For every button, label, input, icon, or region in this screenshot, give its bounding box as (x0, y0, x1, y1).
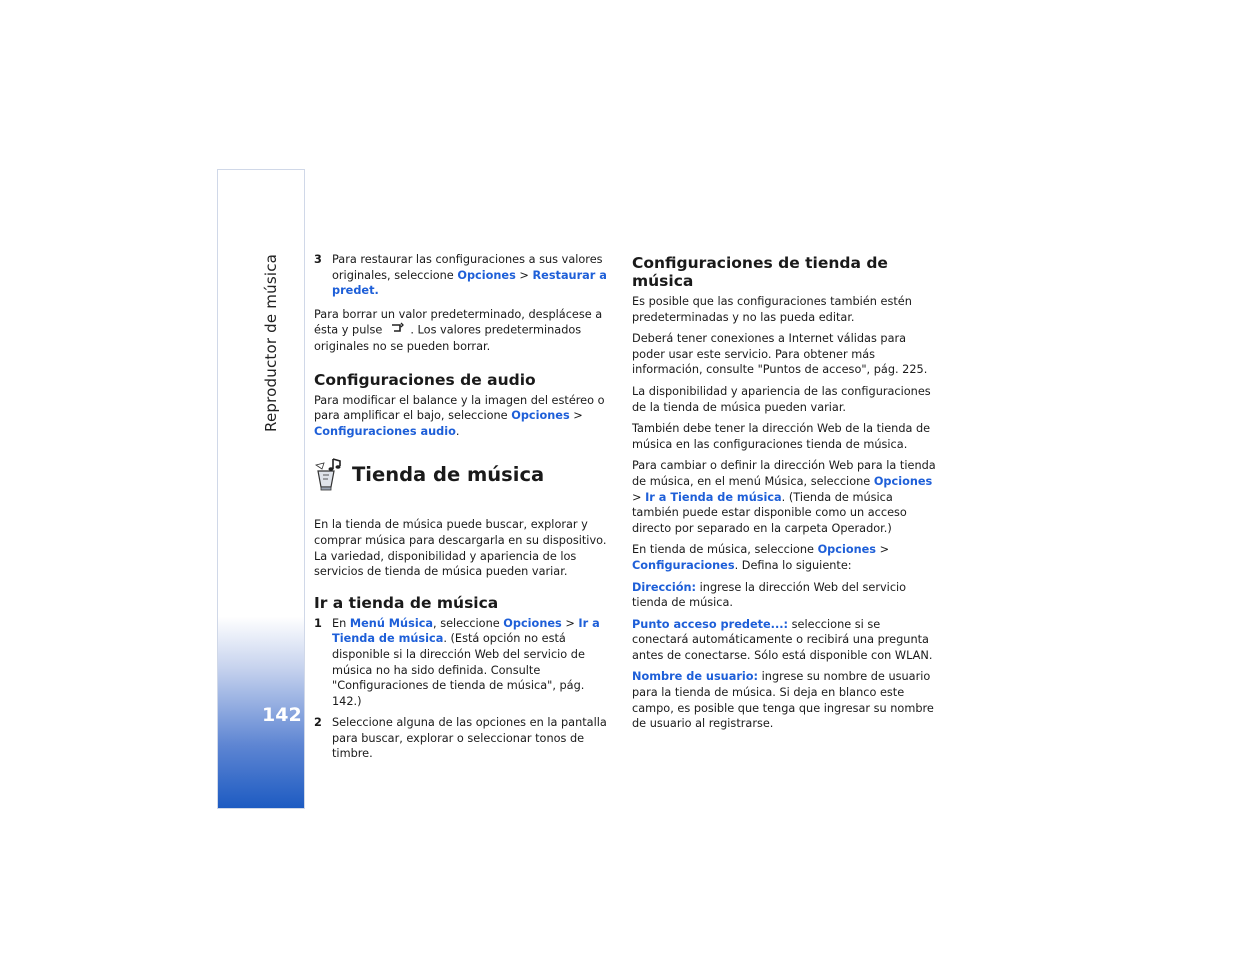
opciones-link[interactable]: Opciones (457, 268, 516, 282)
ir-a-tienda-link[interactable]: Ir a Tienda de música (645, 490, 782, 504)
menu-musica-link[interactable]: Menú Música (349, 616, 434, 630)
goto-store-heading: Ir a tienda de música (314, 593, 499, 612)
step-2 (314, 715, 614, 762)
step-1 (314, 616, 614, 710)
music-store-heading: Tienda de música (352, 463, 545, 487)
configuraciones-link[interactable]: Configuraciones (632, 558, 735, 572)
audio-settings-heading: Configuraciones de audio (314, 370, 536, 389)
definition-nombre-usuario: Nombre de usuario: ingrese su nombre de usuario para la tienda de música. Si deja en blanco este campo, es posible que tenga que ingresar su nombre de usuario al registrarse. (632, 670, 934, 731)
direccion-term[interactable]: Dirección: (632, 580, 697, 594)
nombre-usuario-term[interactable]: Nombre de usuario: (632, 670, 759, 684)
paragraph-6: En tienda de música, seleccione Opciones > Configuraciones. Defina lo siguiente: (632, 543, 890, 572)
opciones-link[interactable]: Opciones (503, 616, 562, 630)
left-column (314, 252, 614, 768)
ir-a-tienda-link[interactable]: Ir a Tienda de música (332, 616, 600, 646)
step-text: En Menú Música, seleccione Opciones > Ir a Tienda de música. (Está opción no está disponible si la dirección Web del servicio de música no ha sido definida. Consulte "Configuraciones de tienda de música", pág. 142.) (332, 616, 600, 708)
page-number: 142 (262, 704, 302, 726)
restaurar-link[interactable]: Restaurar a predet. (332, 268, 607, 298)
clear-key-icon (390, 322, 404, 339)
paragraph-5: Para cambiar o definir la dirección Web para la tienda de música, en el menú Música, seleccione Opciones > Ir a Tienda de música. (Tienda de música también puede estar disponible como un acceso directo por separado en la carpeta Operador.) (632, 459, 936, 535)
paragraph-2: Deberá tener conexiones a Internet válidas para poder usar este servicio. Para obtener más información, consulte "Puntos de acceso", pág. 225. (632, 332, 928, 377)
opciones-link[interactable]: Opciones (817, 543, 877, 557)
store-title-row (314, 457, 614, 493)
opciones-link[interactable]: Opciones (511, 409, 570, 423)
step-number: 1 (314, 616, 322, 630)
opciones-link[interactable]: Opciones (873, 474, 933, 488)
paragraph-4: También debe tener la dirección Web de la tienda de música en las configuraciones tienda de música. (632, 422, 931, 451)
step-text: Para restaurar las configuraciones a sus valores originales, seleccione Opciones > Restaurar a predet. (332, 253, 607, 298)
music-store-icon (314, 457, 344, 493)
definition-punto-acceso: Punto acceso predete...: seleccione si se conectará automáticamente o recibirá una pregunta antes de conectarse. Sólo está disponible con WLAN. (632, 617, 933, 662)
store-paragraph: En la tienda de música puede buscar, explorar y comprar música para descargarla en su dispositivo. La variedad, disponibilidad y apariencia de los servicios de tienda de música pueden variar. (314, 518, 607, 579)
step-3 (314, 252, 614, 299)
chapter-title: Reproductor de música (262, 253, 280, 432)
punto-acceso-term[interactable]: Punto acceso predete...: (632, 617, 789, 631)
step-text: Seleccione alguna de las opciones en la pantalla para buscar, explorar o seleccionar tonos de timbre. (332, 716, 607, 761)
definition-direccion: Dirección: ingrese la dirección Web del servicio tienda de música. (632, 580, 907, 610)
step-number: 3 (314, 253, 322, 266)
delete-paragraph: Para borrar un valor predeterminado, desplácese a ésta y pulse . Los valores predeterminados originales no se pueden borrar. (314, 307, 603, 353)
store-settings-heading: Configuraciones de tienda de música (632, 254, 888, 290)
configuraciones-audio-link[interactable]: Configuraciones audio (314, 424, 456, 438)
right-column (632, 254, 936, 738)
step-number: 2 (314, 716, 322, 730)
paragraph-1: Es posible que las configuraciones también estén predeterminadas y no las pueda editar. (632, 295, 912, 324)
paragraph-3: La disponibilidad y apariencia de las configuraciones de la tienda de música pueden variar. (632, 384, 931, 414)
audio-paragraph: Para modificar el balance y la imagen del estéreo o para amplificar el bajo, seleccione Opciones > Configuraciones audio. (314, 393, 605, 438)
